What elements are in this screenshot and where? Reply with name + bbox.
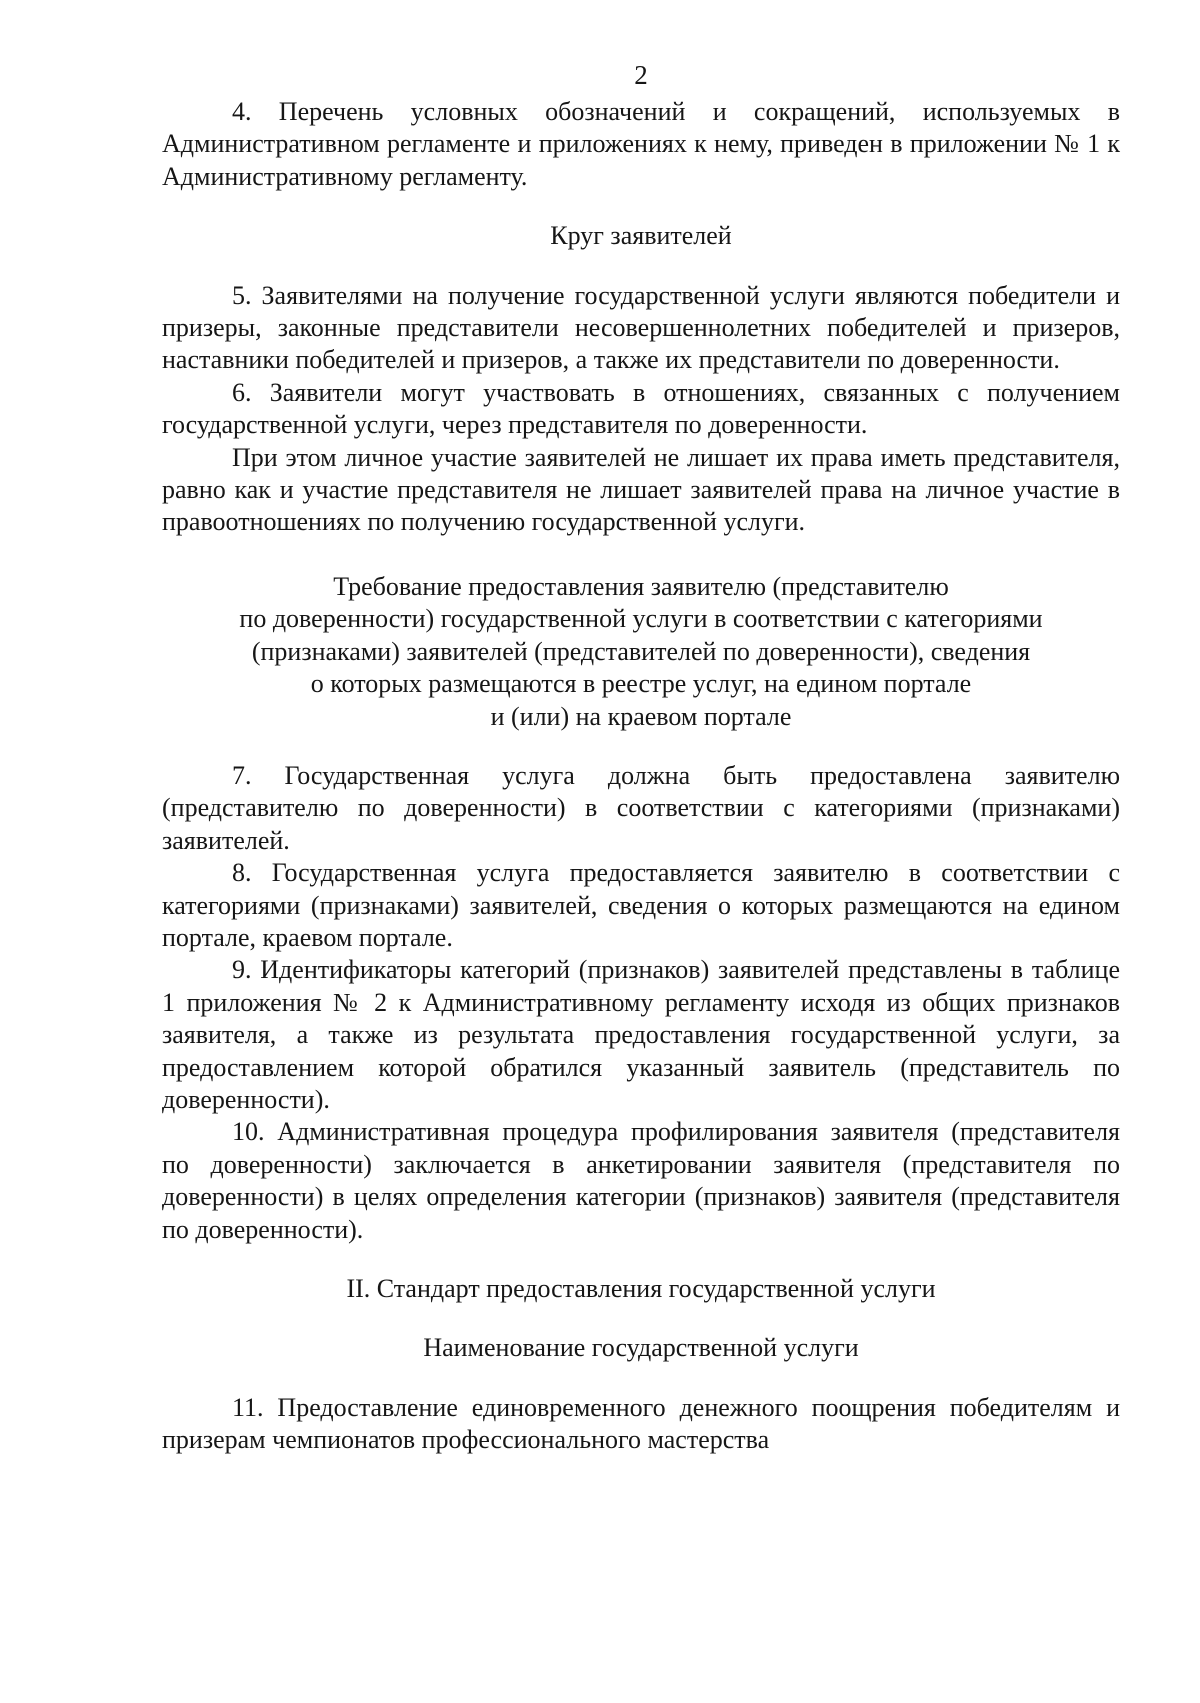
paragraph-7: 7. Государственная услуга должна быть предоставлена заявителю (представителю по доверенности) в соответствии с категориями (признаками) заявителей. — [162, 760, 1120, 855]
paragraph-11: 11. Предоставление единовременного денежного поощрения победителям и призерам чемпионатов профессионального мастерства — [162, 1392, 1120, 1455]
heading-requirement-line: (признаками) заявителей (представителей по доверенности), сведения — [251, 636, 1031, 666]
document-page — [162, 58, 1120, 1457]
spacer — [162, 253, 1120, 280]
paragraph-6-continued: При этом личное участие заявителей не лишает их права иметь представителя, равно как и участие представителя не лишает заявителей права на личное участие в правоотношениях по получению государственной услуги. — [162, 442, 1120, 537]
heading-requirement-line: и (или) на краевом портале — [490, 701, 792, 731]
heading-requirement — [162, 571, 1120, 733]
heading-requirement-line: о которых размещаются в реестре услуг, на едином портале — [310, 669, 972, 699]
paragraph-9: 9. Идентификаторы категорий (признаков) заявителей представлены в таблице 1 приложения № 2 к Административному регламенту исходя из общих признаков заявителя, а также из результата предоставления государственной услуги, за предоставлением которой обратился указанный заявитель (представитель по доверенности). — [162, 955, 1120, 1114]
heading-service-name: Наименование государственной услуги — [423, 1333, 859, 1363]
paragraph-6: 6. Заявители могут участвовать в отношениях, связанных с получением государственной услуги, через представителя по доверенности. — [162, 377, 1120, 440]
paragraph-8: 8. Государственная услуга предоставляется заявителю в соответствии с категориями (признаками) заявителей, сведения о которых размещаются на едином портале, краевом портале. — [162, 858, 1120, 952]
heading-requirement-line: по доверенности) государственной услуги в соответствии с категориями — [239, 604, 1043, 634]
page-number: 2 — [634, 60, 648, 90]
heading-requirement-line: Требование предоставления заявителю (представителю — [333, 571, 949, 601]
heading-applicants-circle: Круг заявителей — [550, 221, 732, 251]
paragraph-5: 5. Заявителями на получение государственной услуги являются победители и призеры, законные представители несовершеннолетних победителей и призеров, наставники победителей и призеров, а также их представители по доверенности. — [162, 280, 1120, 375]
spacer — [162, 539, 1120, 571]
spacer — [162, 193, 1120, 220]
paragraph-10: 10. Административная процедура профилирования заявителя (представителя по доверенности) заключается в анкетировании заявителя (представителя по доверенности) в целях определения категории (признаков) заявителя (представителя по доверенности). — [162, 1117, 1120, 1244]
spacer — [162, 733, 1120, 760]
spacer — [162, 1246, 1120, 1273]
paragraph-4: 4. Перечень условных обозначений и сокращений, используемых в Административном регламенте и приложениях к нему, приведен в приложении № 1 к Административному регламенту. — [162, 97, 1120, 191]
heading-section-ii: II. Стандарт предоставления государственной услуги — [346, 1274, 936, 1303]
spacer — [162, 1365, 1120, 1392]
spacer — [162, 1305, 1120, 1332]
